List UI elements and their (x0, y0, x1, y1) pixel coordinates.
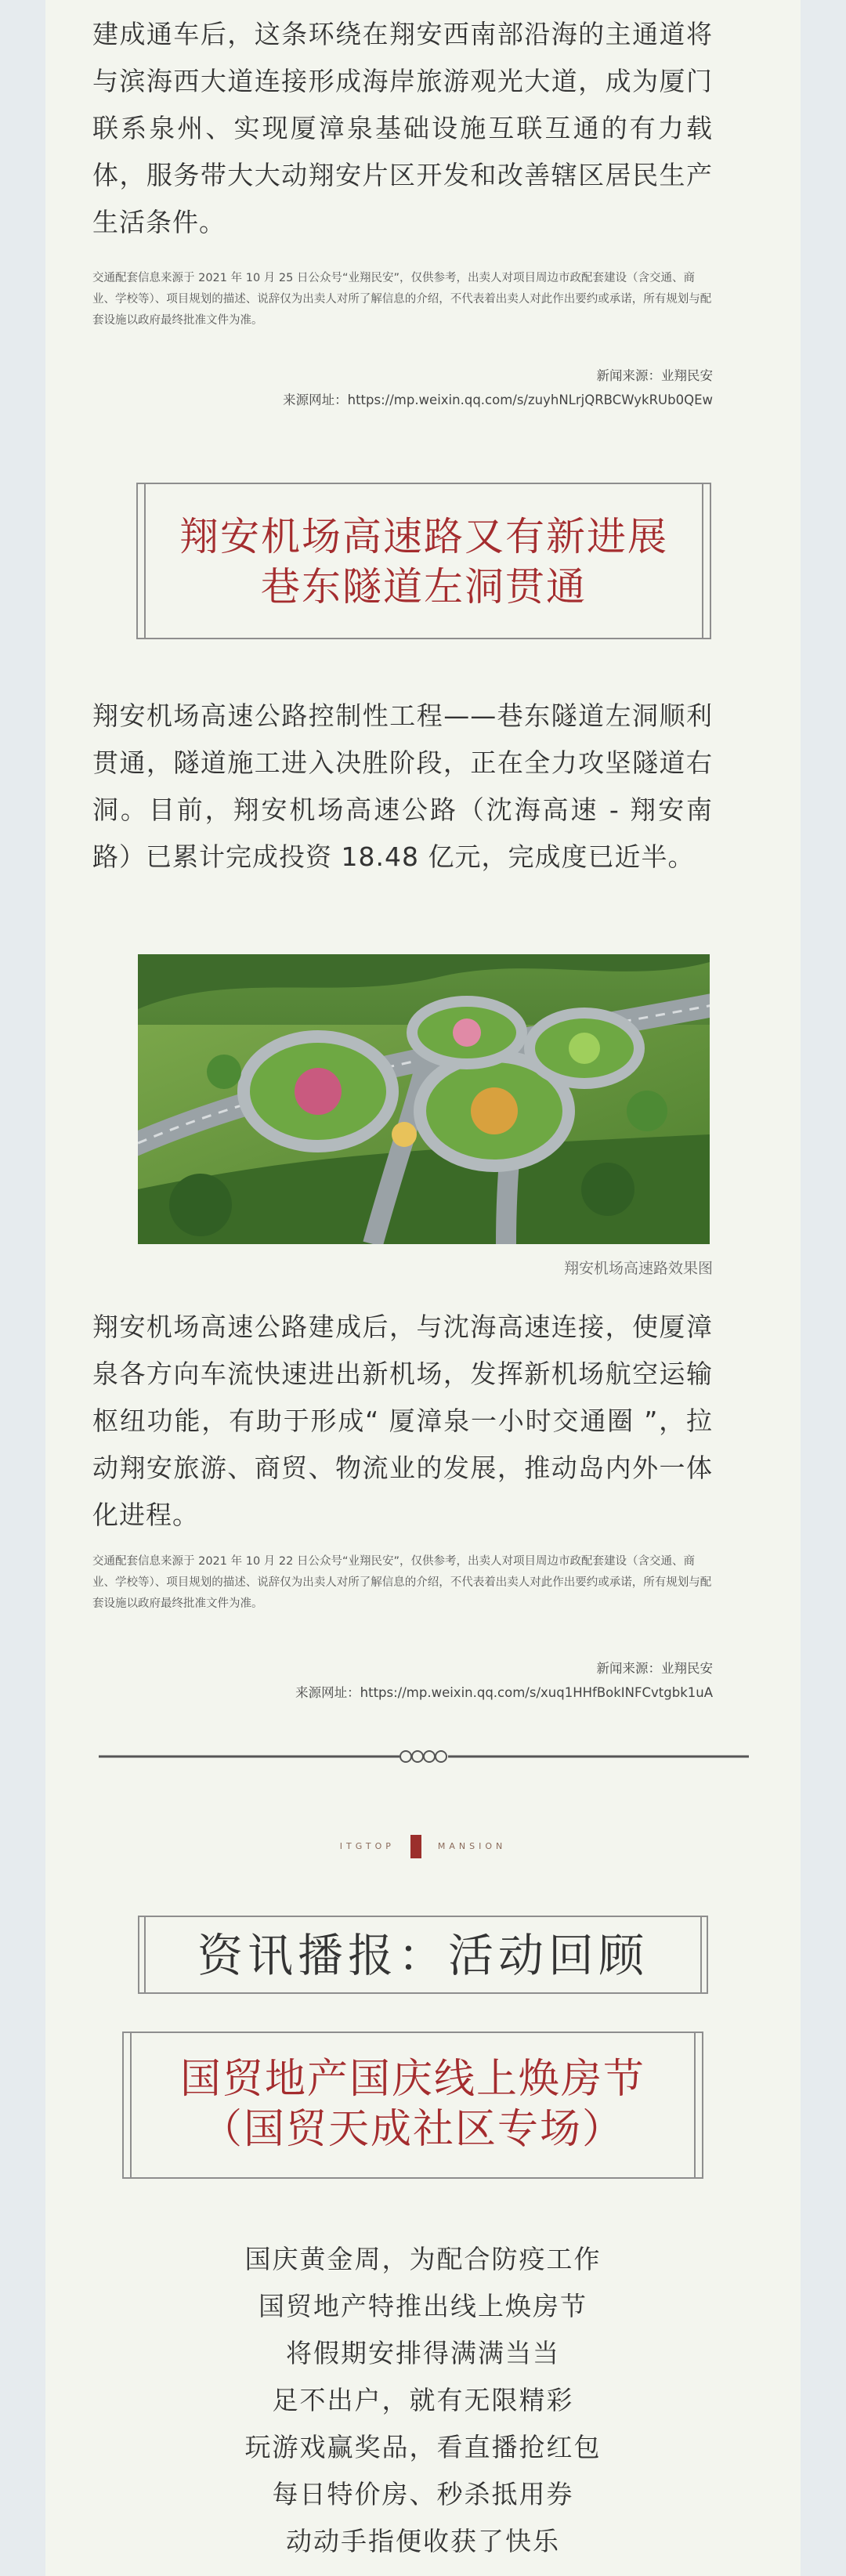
activity-banner-title: 资讯播报：活动回顾 (197, 1929, 649, 1982)
brand-emblem-icon (410, 1835, 421, 1858)
event-title-line2: （国贸天成社区专场） (201, 2106, 624, 2153)
event-line: 玩游戏赢奖品，看直播抢红包 (244, 2432, 602, 2462)
road-paragraph: 建成通车后，这条环绕在翔安西南部沿海的主通道将与滨海西大道连接形成海岸旅游观光大道，成为厦门联系泉州、实现厦漳泉基础设施互联互通的有力载体，服务带大大动翔安片区开发和改善辖区居民生产生活条件。 (92, 19, 713, 237)
event-line: 国庆黄金周，为配合防疫工作 (244, 2244, 602, 2274)
news-source-2: 新闻来源：业翔民安 (596, 1661, 713, 1676)
news-title-line1: 翔安机场高速路又有新进展 (179, 514, 668, 559)
event-line: 每日特价房、秒杀抵用券 (272, 2479, 574, 2509)
news-title-frame (136, 483, 711, 639)
source-block (283, 364, 713, 412)
image-caption: 翔安机场高速路效果图 (563, 1260, 713, 1277)
source-url-2[interactable]: 来源网址：https://mp.weixin.qq.com/s/xuq1HHfBokINFCvtgbk1uA (295, 1685, 713, 1700)
brand-mark (0, 1835, 846, 1858)
event-title-frame (122, 2031, 703, 2179)
ornamental-divider (99, 1747, 749, 1766)
news-source: 新闻来源：业翔民安 (596, 368, 713, 383)
event-line: 将假期安排得满满当当 (286, 2338, 560, 2368)
brand-left: ITGTOP (339, 1841, 395, 1851)
news-title-line2: 巷东隧道左洞贯通 (261, 564, 587, 610)
disclaimer-text: 交通配套信息来源于 2021 年 10 月 25 日公众号“业翔民安”，仅供参考，出卖人对项目周边市政配套建设（含交通、商业、学校等）、项目规划的描述、说辞仅为出卖人对所了解信息的介绍，不代表着出卖人对此作出要约或承诺，所有规划与配套设施以政府最终批准文件为准。 (92, 272, 712, 327)
event-line: 动动手指便收获了快乐 (286, 2526, 560, 2556)
brand-right: MANSION (437, 1841, 507, 1851)
airport-highway-paragraph: 翔安机场高速公路建成后，与沈海高速连接，使厦漳泉各方向车流快速进出新机场，发挥新机场航空运输枢纽功能，有助于形成“ 厦漳泉一小时交通圈 ”，拉动翔安旅游、商贸、物流业的发展，推动岛内外一体化进程。 (92, 1312, 713, 1530)
tunnel-paragraph: 翔安机场高速公路控制性工程——巷东隧道左洞顺利贯通，隧道施工进入决胜阶段，正在全力攻坚隧道右洞。目前，翔安机场高速公路（沈海高速 - 翔安南路）已累计完成投资 18.48 亿元，完成度已近半。 (92, 700, 713, 872)
frame-inner-border (144, 484, 703, 638)
highway-rendering-image (138, 954, 710, 1244)
event-line: 国贸地产特推出线上焕房节 (258, 2291, 588, 2321)
source-block-2 (295, 1656, 713, 1705)
banner-frame (138, 1916, 708, 1994)
source-url[interactable]: 来源网址：https://mp.weixin.qq.com/s/zuyhNLrjQRBCWykRUb0QEw (283, 393, 713, 407)
event-title-line1: 国贸地产国庆线上焕房节 (179, 2056, 645, 2103)
disclaimer-text-2: 交通配套信息来源于 2021 年 10 月 22 日公众号“业翔民安”，仅供参考，出卖人对项目周边市政配套建设（含交通、商业、学校等）、项目规划的描述、说辞仅为出卖人对所了解信息的介绍，不代表着出卖人对此作出要约或承诺，所有规划与配套设施以政府最终批准文件为准。 (92, 1555, 712, 1610)
event-description (0, 2236, 846, 2565)
event-line: 足不出户，就有无限精彩 (272, 2385, 574, 2415)
